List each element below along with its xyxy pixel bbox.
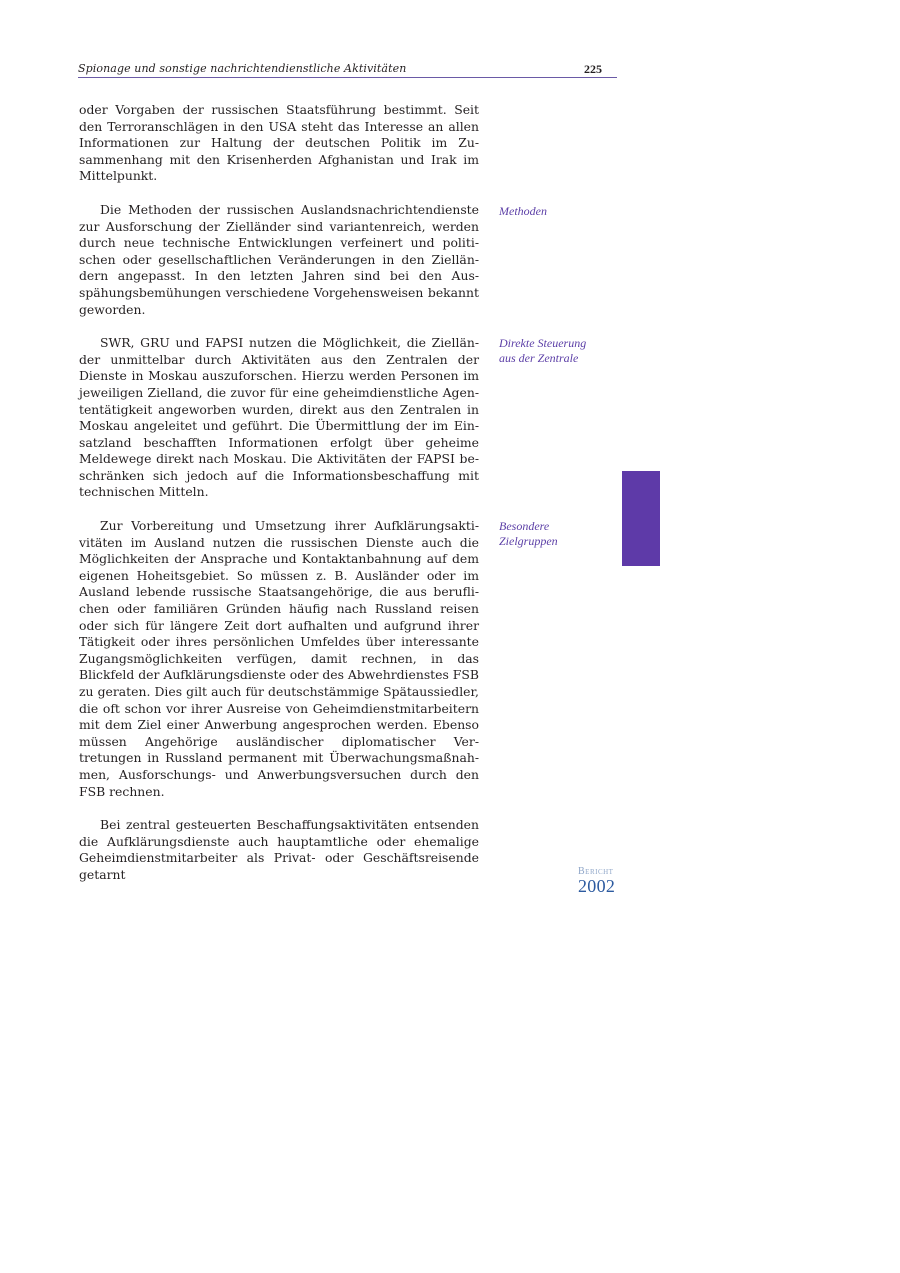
margin-note-line: Zielgruppen (499, 534, 558, 548)
margin-note-zielgruppen (499, 519, 609, 549)
paragraph: Die Methoden der russischen Auslandsnachrichtendienste zur Ausforschung der Zielländer sind variantenreich, werden durch neue technische Entwicklungen verfeinert und politischen oder gesellschaftlichen Veränderungen in den Zielländern angepasst. In den letzten Jahren sind bei den Ausspähungsbemühungen verschiedene Vorgehensweisen bekannt geworden. (79, 201, 479, 317)
paragraph: Bei zentral gesteuerten Beschaffungsaktivitäten entsenden die Aufklärungsdienste auch hauptamtliche oder ehemalige Geheimdienstmitarbeiter als Privat- oder Geschäftsreisende getarnt (79, 817, 479, 882)
margin-note-line: Methoden (499, 204, 547, 218)
logo-year: 2002 (578, 876, 616, 896)
body-text (79, 102, 479, 901)
running-head (78, 62, 617, 78)
margin-note-line: Direkte Steuerung (499, 336, 587, 350)
running-head-title: Spionage und sonstige nachrichtendienstliche Aktivitäten (78, 62, 407, 75)
margin-note-direkte-steuerung (499, 336, 609, 366)
paragraph: oder Vorgaben der russischen Staatsführung bestimmt. Seit den Terroranschlägen in den USA steht das Interesse an allen Informationen zur Haltung der deutschen Politik im Zusammenhang mit den Krisenherden Afghanistan und Irak im Mittelpunkt. (79, 102, 479, 184)
margin-note-line: aus der Zentrale (499, 351, 579, 365)
paragraph: SWR, GRU und FAPSI nutzen die Möglichkeit, die Zielländer unmittelbar durch Aktivitäten aus den Zentralen der Dienste in Moskau auszuforschen. Hierzu werden Personen im jeweiligen Zielland, die zuvor für eine geheimdienstliche Agententätigkeit angeworben wurden, direkt aus den Zentralen in Moskau angeleitet und geführt. Die Übermittlung der im Einsatzland beschafften Informationen erfolgt über geheime Meldewege direkt nach Moskau. Die Aktivitäten der FAPSI beschränken sich jedoch auf die Informationsbeschaffung mit technischen Mitteln. (79, 335, 479, 500)
chapter-tab-marker (622, 471, 660, 566)
report-logo (578, 867, 630, 895)
margin-note-methoden (499, 204, 609, 219)
page-number: 225 (584, 62, 602, 76)
paragraph: Zur Vorbereitung und Umsetzung ihrer Aufklärungsaktivitäten im Ausland nutzen die russischen Dienste auch die Möglichkeiten der Ansprache und Kontaktanbahnung auf dem eigenen Hoheitsgebiet. So müssen z. B. Ausländer oder im Ausland lebende russische Staatsangehörige, die aus beruflichen oder familiären Gründen häufig nach Russland reisen oder sich für längere Zeit dort aufhalten und aufgrund ihrer Tätigkeit oder ihres persönlichen Umfeldes über interessante Zugangsmöglichkeiten verfügen, damit rechnen, in das Blickfeld der Aufklärungsdienste oder des Abwehrdienstes FSB zu geraten. Dies gilt auch für deutschstämmige Spätaussiedler, die oft schon vor ihrer Ausreise von Geheimdienstmitarbeitern mit dem Ziel einer Anwerbung angesprochen werden. Ebenso müssen Angehörige ausländischer diplomatischer Vertretungen in Russland permanent mit Überwachungsmaßnahmen, Ausforschungs- und Anwerbungsversuchen durch den FSB rechnen. (79, 518, 479, 799)
logo-word: Bericht (578, 866, 614, 877)
margin-note-line: Besondere (499, 519, 550, 533)
